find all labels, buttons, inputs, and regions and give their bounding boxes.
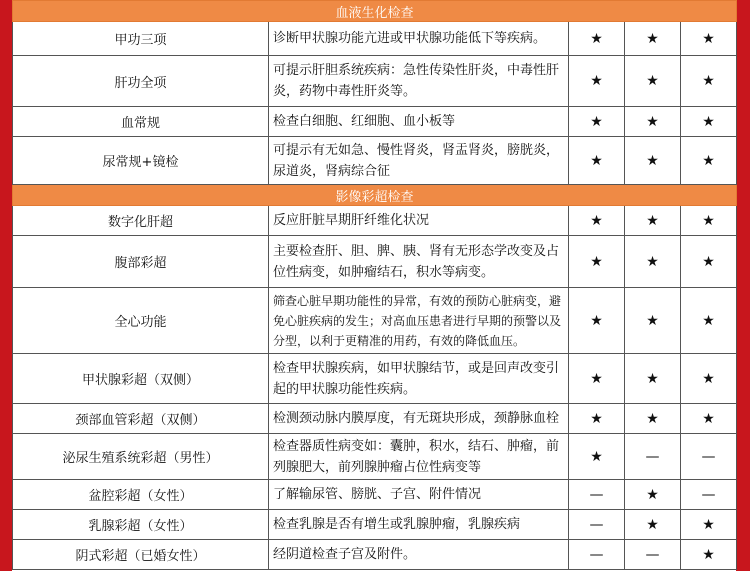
table-row <box>13 404 737 434</box>
table-row <box>13 540 737 570</box>
mark-col-2: ★ <box>625 56 681 107</box>
table-row <box>13 236 737 288</box>
item-desc: 主要检查肝、胆、脾、胰、肾有无形态学改变及占位性病变，如肿瘤结石，积水等病变。 <box>269 236 569 288</box>
item-name: 颈部血管彩超（双侧） <box>13 404 269 434</box>
mark-col-2: — <box>625 540 681 570</box>
item-desc: 检测颈动脉内膜厚度，有无斑块形成，颈静脉血栓 <box>269 404 569 434</box>
item-name: 盆腔彩超（女性） <box>13 480 269 510</box>
mark-col-2: ★ <box>625 510 681 540</box>
item-desc: 诊断甲状腺功能亢进或甲状腺功能低下等疾病。 <box>269 22 569 56</box>
table-row <box>13 480 737 510</box>
table-row <box>13 107 737 137</box>
mark-col-1: ★ <box>569 206 625 236</box>
mark-col-3: ★ <box>681 236 737 288</box>
item-name: 肝功全项 <box>13 56 269 107</box>
mark-col-2: ★ <box>625 480 681 510</box>
mark-col-3: ★ <box>681 22 737 56</box>
item-desc: 筛查心脏早期功能性的异常，有效的预防心脏病变，避免心脏疾病的发生；对高血压患者进行早期的预警以及分型，以利于更精准的用药，有效的降低血压。 <box>269 288 569 354</box>
table-row <box>13 510 737 540</box>
mark-col-2: ★ <box>625 288 681 354</box>
mark-col-1: ★ <box>569 137 625 185</box>
item-name: 数字化肝超 <box>13 206 269 236</box>
item-desc: 经阴道检查子宫及附件。 <box>269 540 569 570</box>
mark-col-2: ★ <box>625 137 681 185</box>
mark-col-1: ★ <box>569 56 625 107</box>
mark-col-2: ★ <box>625 404 681 434</box>
item-name: 血常规 <box>13 107 269 137</box>
mark-col-3: — <box>681 480 737 510</box>
mark-col-1: ★ <box>569 434 625 480</box>
item-name: 泌尿生殖系统彩超（男性） <box>13 434 269 480</box>
item-desc: 检查器质性病变如：囊肿，积水，结石、肿瘤，前列腺肥大，前列腺肿瘤占位性病变等 <box>269 434 569 480</box>
mark-col-2: ★ <box>625 206 681 236</box>
mark-col-1: — <box>569 540 625 570</box>
mark-col-2: ★ <box>625 22 681 56</box>
item-desc: 可提示有无如急、慢性肾炎，肾盂肾炎，膀胱炎，尿道炎，肾病综合征 <box>269 137 569 185</box>
item-name: 阴式彩超（已婚女性） <box>13 540 269 570</box>
item-desc: 检查甲状腺疾病，如甲状腺结节，或是回声改变引起的甲状腺功能性疾病。 <box>269 354 569 404</box>
table-row <box>13 137 737 185</box>
mark-col-3: ★ <box>681 107 737 137</box>
checkup-table-frame <box>12 0 736 571</box>
mark-col-3: ★ <box>681 510 737 540</box>
item-name: 甲状腺彩超（双侧） <box>13 354 269 404</box>
mark-col-2: ★ <box>625 354 681 404</box>
item-name: 全心功能 <box>13 288 269 354</box>
mark-col-3: ★ <box>681 354 737 404</box>
checkup-table-body <box>13 1 737 570</box>
mark-col-2: ★ <box>625 107 681 137</box>
section-header-imaging <box>13 185 737 206</box>
item-name: 尿常规+镜检 <box>13 137 269 185</box>
mark-col-1: — <box>569 480 625 510</box>
mark-col-3: ★ <box>681 288 737 354</box>
table-row <box>13 288 737 354</box>
mark-col-2: ★ <box>625 236 681 288</box>
item-name: 乳腺彩超（女性） <box>13 510 269 540</box>
item-desc: 可提示肝胆系统疾病：急性传染性肝炎，中毒性肝炎，药物中毒性肝炎等。 <box>269 56 569 107</box>
table-row <box>13 434 737 480</box>
item-name: 甲功三项 <box>13 22 269 56</box>
mark-col-3: ★ <box>681 56 737 107</box>
table-row <box>13 22 737 56</box>
mark-col-2: — <box>625 434 681 480</box>
item-desc: 了解输尿管、膀胱、子宫、附件情况 <box>269 480 569 510</box>
mark-col-1: ★ <box>569 354 625 404</box>
checkup-table <box>12 0 737 570</box>
section-title: 血液生化检查 <box>13 1 737 22</box>
mark-col-1: ★ <box>569 404 625 434</box>
mark-col-3: ★ <box>681 404 737 434</box>
section-title: 影像彩超检查 <box>13 185 737 206</box>
mark-col-1: ★ <box>569 22 625 56</box>
mark-col-3: ★ <box>681 137 737 185</box>
table-row <box>13 56 737 107</box>
section-header-blood <box>13 1 737 22</box>
mark-col-3: ★ <box>681 540 737 570</box>
mark-col-3: ★ <box>681 206 737 236</box>
mark-col-3: — <box>681 434 737 480</box>
item-desc: 检查乳腺是否有增生或乳腺肿瘤，乳腺疾病 <box>269 510 569 540</box>
item-name: 腹部彩超 <box>13 236 269 288</box>
mark-col-1: ★ <box>569 288 625 354</box>
mark-col-1: — <box>569 510 625 540</box>
mark-col-1: ★ <box>569 107 625 137</box>
item-desc: 检查白细胞、红细胞、血小板等 <box>269 107 569 137</box>
item-desc: 反应肝脏早期肝纤维化状况 <box>269 206 569 236</box>
table-row <box>13 354 737 404</box>
table-row <box>13 206 737 236</box>
mark-col-1: ★ <box>569 236 625 288</box>
